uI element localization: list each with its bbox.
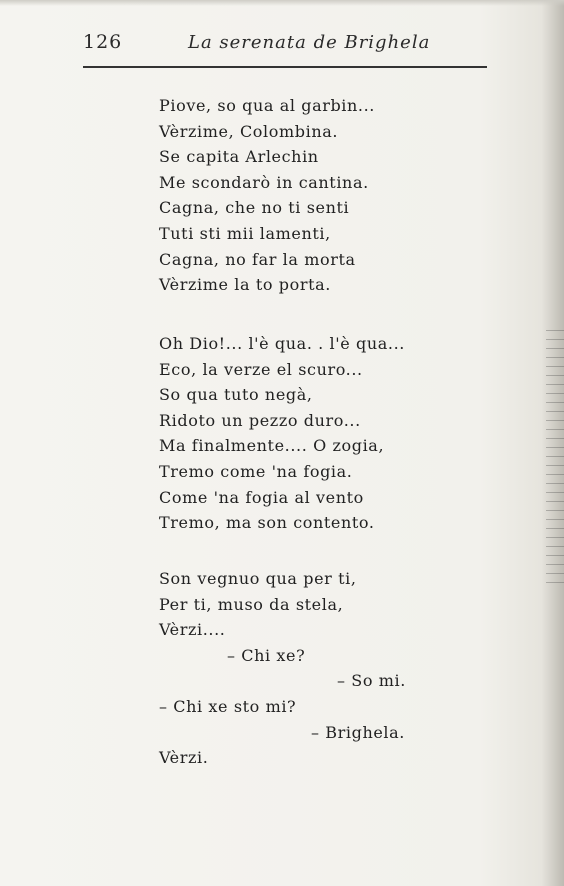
verse-line: Oh Dio!... l'è qua. . l'è qua... <box>159 334 405 353</box>
verse-line: Me scondarò in cantina. <box>159 172 369 192</box>
verse-line: Tuti sti mii lamenti, <box>159 223 331 243</box>
verse-line: So qua tuto negà, <box>159 385 313 405</box>
page-top-shadow <box>0 0 564 6</box>
verse-line: Come 'na fogia al vento <box>159 487 364 507</box>
dialogue-line: – Chi xe sto mi? <box>159 696 297 716</box>
verse-line: Vèrzi.... <box>159 620 226 640</box>
verse-line: Eco, la verze el scuro... <box>159 359 363 379</box>
verse-line: Cagna, che no ti senti <box>159 198 350 218</box>
running-title: La serenata de Brighela <box>188 32 431 53</box>
verse-line: Se capita Arlechin <box>159 147 319 167</box>
header-rule <box>83 66 487 68</box>
verse-line: Son vegnuo qua per ti, <box>159 569 357 588</box>
page-edge-marks <box>546 330 564 590</box>
verse-line: Cagna, no far la morta <box>159 249 356 269</box>
verse-line: Vèrzime, Colombina. <box>159 121 339 141</box>
verse-line: Tremo, ma son contento. <box>159 513 375 533</box>
verse-line: Per ti, muso da stela, <box>159 594 344 614</box>
verse-line: Tremo come 'na fogia. <box>159 461 353 481</box>
dialogue-line: – Brighela. <box>311 722 405 742</box>
verse-line: Vèrzi. <box>159 748 209 768</box>
verse-line: Vèrzime la to porta. <box>159 275 331 295</box>
verse-line: Piove, so qua al garbin... <box>159 96 375 115</box>
page-number: 126 <box>83 31 123 53</box>
stanza-3 <box>159 566 406 771</box>
verse-line: Ridoto un pezzo duro... <box>159 410 361 430</box>
verse-line: Ma finalmente.... O zogia, <box>159 436 385 456</box>
stanza-1 <box>159 93 375 298</box>
stanza-2 <box>159 331 405 536</box>
dialogue-line: – So mi. <box>337 671 406 691</box>
dialogue-line: – Chi xe? <box>227 645 306 665</box>
